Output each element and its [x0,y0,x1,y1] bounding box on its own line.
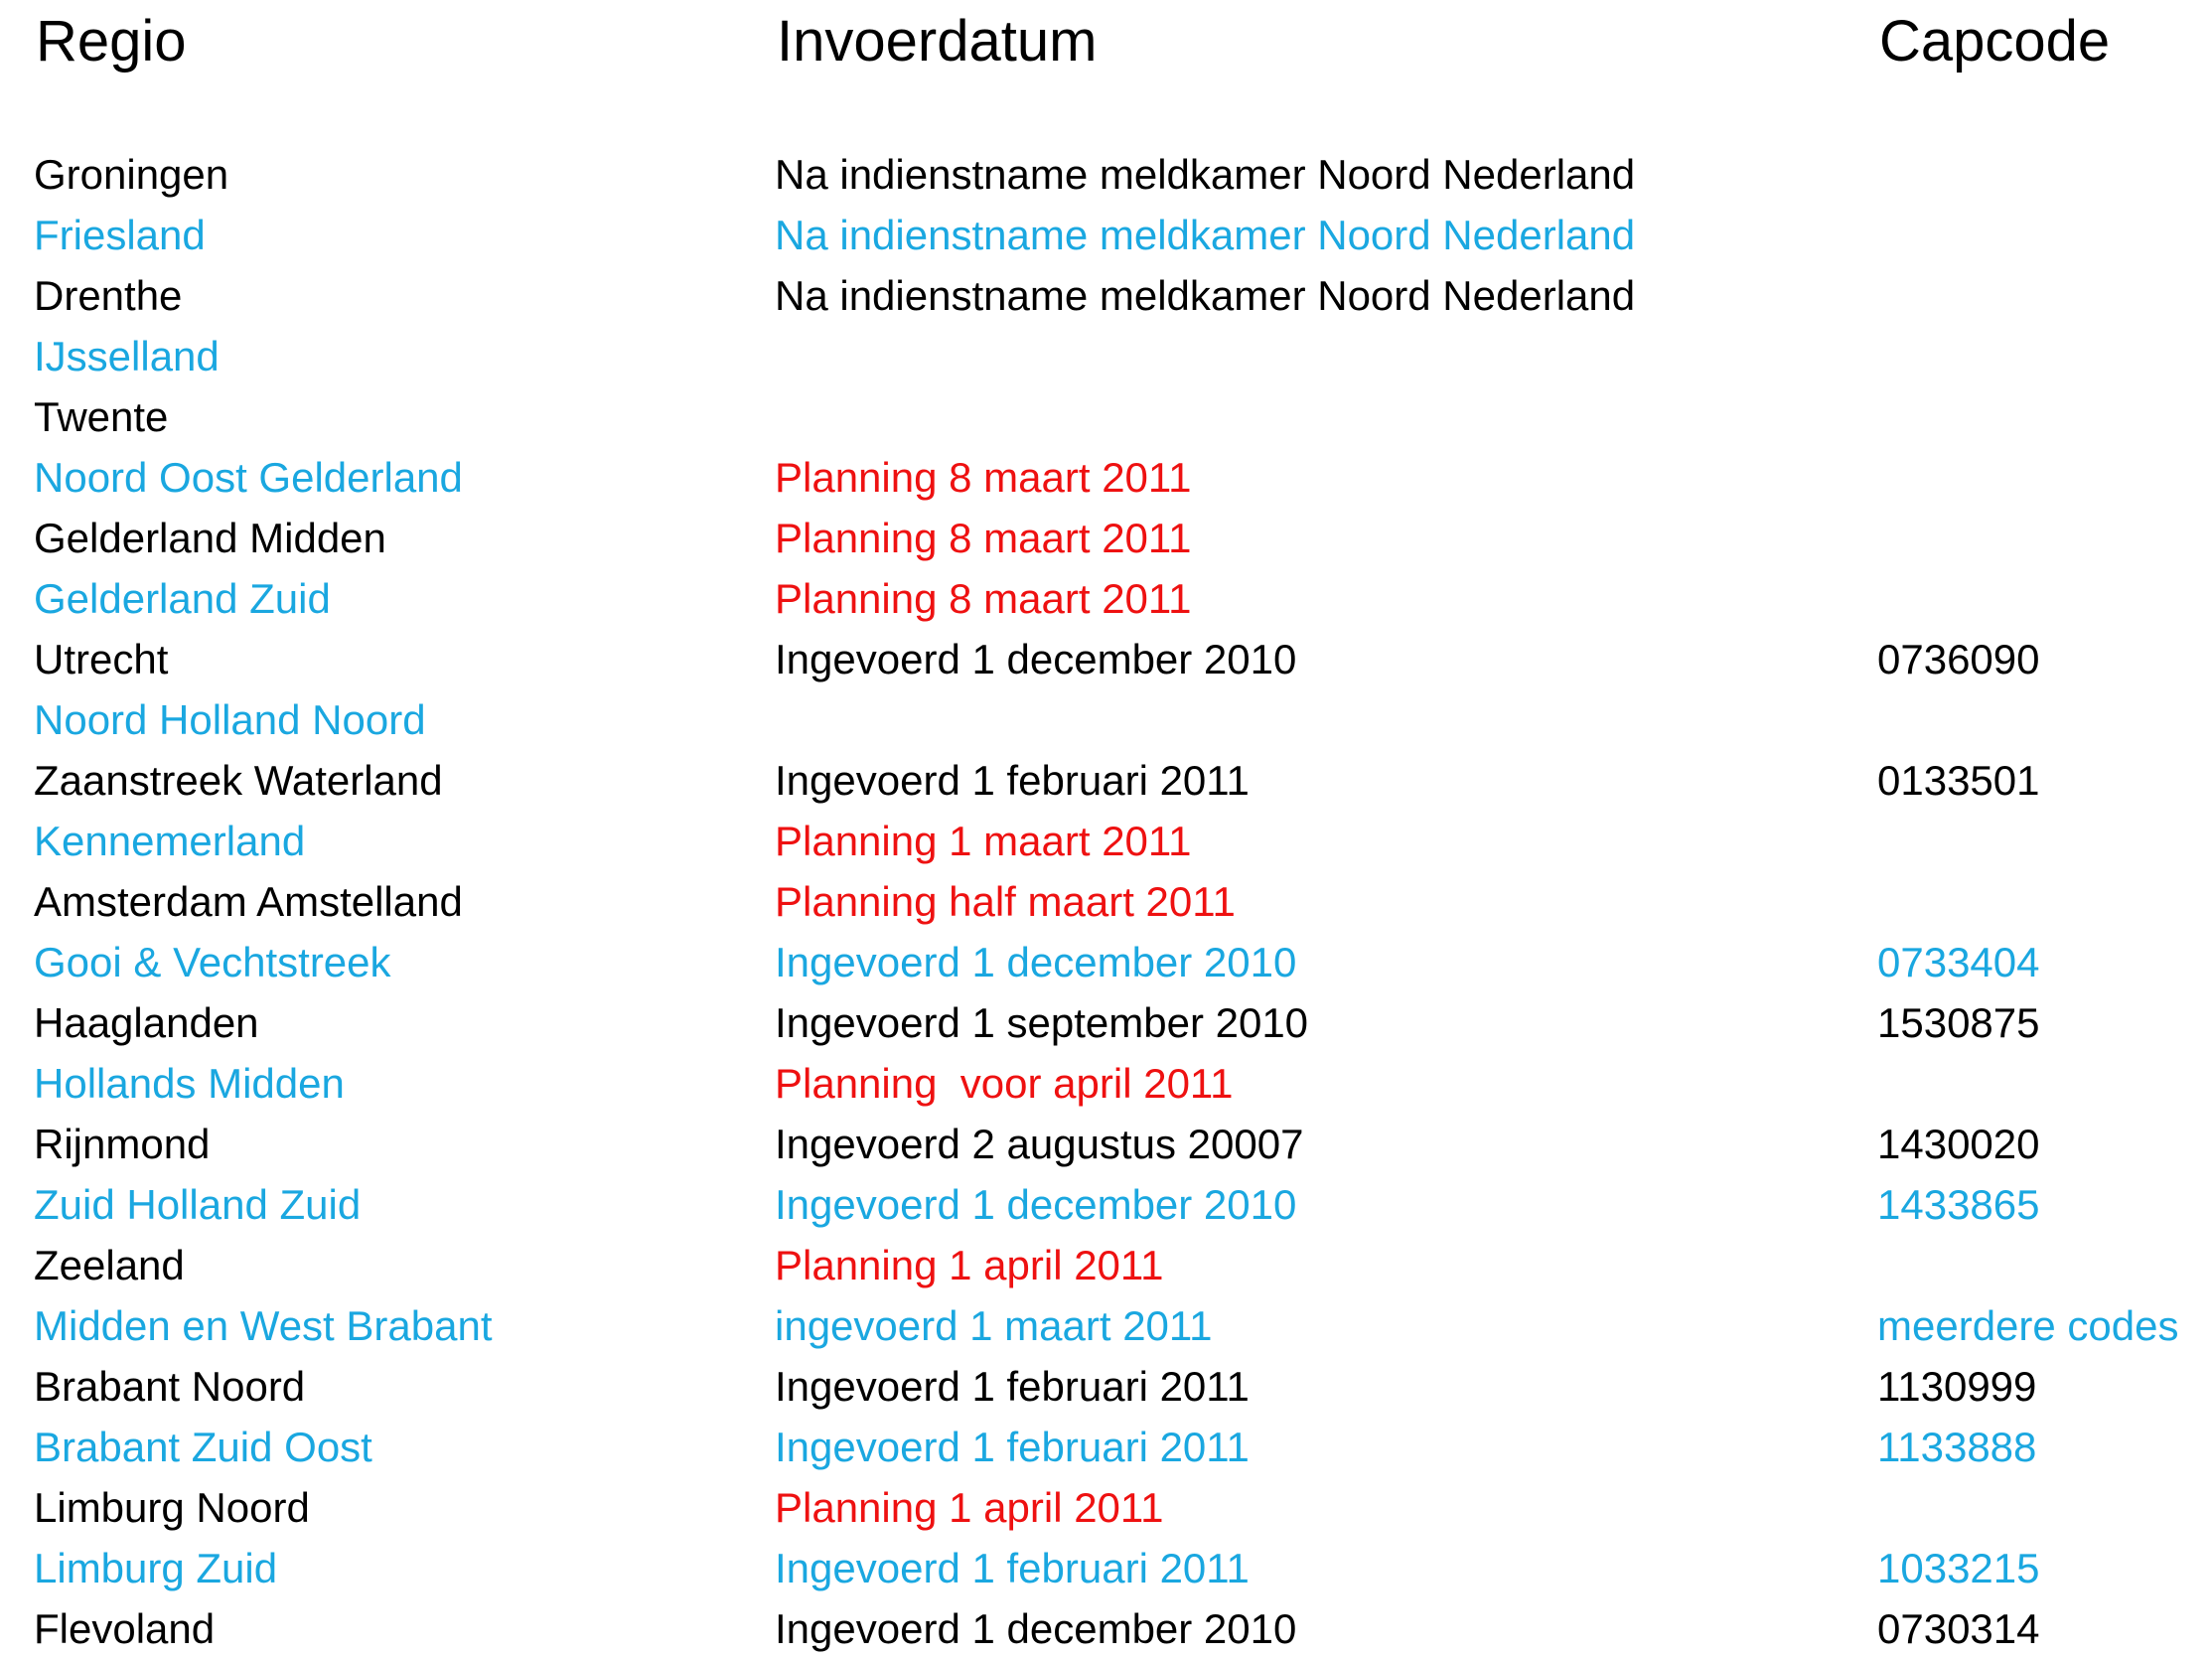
invoerdatum-cell: Planning 1 maart 2011 [775,818,1192,864]
regio-cell: Utrecht [34,636,169,682]
regio-cell: Zaanstreek Waterland [34,757,443,804]
table-row [0,689,2212,750]
table-row [0,871,2212,932]
invoerdatum-cell: Planning 8 maart 2011 [775,454,1192,501]
invoerdatum-cell: ingevoerd 1 maart 2011 [775,1302,1213,1349]
regio-cell: Midden en West Brabant [34,1302,493,1349]
table-header [0,2,2212,81]
regio-cell: Hollands Midden [34,1060,345,1107]
regio-cell: Gelderland Zuid [34,575,331,622]
invoerdatum-cell: Na indienstname meldkamer Noord Nederland [775,151,1636,198]
regio-cell: Noord Holland Noord [34,696,426,743]
table-row [0,447,2212,508]
table-row [0,1053,2212,1114]
invoerdatum-cell: Ingevoerd 1 december 2010 [775,939,1297,985]
regio-cell: Haaglanden [34,999,259,1046]
capcode-cell: 0133501 [1877,757,2040,804]
table-row [0,932,2212,992]
capcode-cell: 0730314 [1877,1605,2040,1652]
capcode-cell: 1133888 [1877,1424,2037,1470]
invoerdatum-cell: Ingevoerd 1 februari 2011 [775,1363,1250,1410]
regio-cell: Friesland [34,212,206,258]
regio-cell: Limburg Zuid [34,1545,278,1591]
table-row [0,1114,2212,1174]
regio-cell: Amsterdam Amstelland [34,878,463,925]
invoerdatum-cell: Planning voor april 2011 [775,1060,1234,1107]
table-row [0,1417,2212,1477]
capcode-cell: 0736090 [1877,636,2040,682]
regio-cell: Groningen [34,151,229,198]
invoerdatum-cell: Ingevoerd 1 december 2010 [775,1605,1297,1652]
table-row [0,568,2212,629]
regio-cell: Rijnmond [34,1121,211,1167]
table-row [0,1235,2212,1295]
regio-cell: Flevoland [34,1605,216,1652]
table-row [0,1477,2212,1538]
regio-cell: Kennemerland [34,818,306,864]
invoerdatum-cell: Na indienstname meldkamer Noord Nederland [775,212,1636,258]
table-row [0,1174,2212,1235]
invoerdatum-cell: Ingevoerd 1 december 2010 [775,636,1297,682]
regio-cell: Noord Oost Gelderland [34,454,463,501]
table-body [0,144,2212,1659]
table-row [0,1538,2212,1598]
invoerdatum-cell: Planning 1 april 2011 [775,1242,1164,1288]
regio-cell: Limburg Noord [34,1484,310,1531]
table-row [0,265,2212,326]
invoerdatum-cell: Planning half maart 2011 [775,878,1236,925]
table-row [0,992,2212,1053]
table-row [0,508,2212,568]
capcode-cell: 1433865 [1877,1181,2040,1228]
regio-cell: Zuid Holland Zuid [34,1181,362,1228]
regio-cell: Drenthe [34,272,183,319]
table-row [0,1598,2212,1659]
header-invoerdatum: Invoerdatum [777,9,1098,74]
table-row [0,750,2212,811]
capcode-cell: 1033215 [1877,1545,2040,1591]
invoerdatum-cell: Ingevoerd 1 september 2010 [775,999,1309,1046]
invoerdatum-cell: Ingevoerd 1 februari 2011 [775,757,1250,804]
table-row [0,205,2212,265]
invoerdatum-cell: Planning 8 maart 2011 [775,575,1192,622]
capcode-cell: 1430020 [1877,1121,2040,1167]
regio-cell: Gooi & Vechtstreek [34,939,391,985]
table-row [0,144,2212,205]
regio-cell: Brabant Zuid Oost [34,1424,372,1470]
invoerdatum-cell: Ingevoerd 1 februari 2011 [775,1424,1250,1470]
header-regio: Regio [36,9,187,74]
invoerdatum-cell: Ingevoerd 2 augustus 20007 [775,1121,1304,1167]
regio-cell: Twente [34,393,169,440]
invoerdatum-cell: Na indienstname meldkamer Noord Nederland [775,272,1636,319]
table-row [0,326,2212,386]
capcode-cell: 1130999 [1877,1363,2037,1410]
table-row [0,1356,2212,1417]
invoerdatum-cell: Planning 1 april 2011 [775,1484,1164,1531]
regio-cell: IJsselland [34,333,220,379]
invoerdatum-cell: Ingevoerd 1 februari 2011 [775,1545,1250,1591]
invoerdatum-cell: Planning 8 maart 2011 [775,515,1192,561]
regio-cell: Gelderland Midden [34,515,386,561]
capcode-cell: 1530875 [1877,999,2040,1046]
regio-cell: Brabant Noord [34,1363,306,1410]
capcode-cell: 0733404 [1877,939,2040,985]
capcode-cell: meerdere codes [1877,1302,2179,1349]
regio-cell: Zeeland [34,1242,185,1288]
table-row [0,386,2212,447]
table-row [0,629,2212,689]
invoerdatum-cell: Ingevoerd 1 december 2010 [775,1181,1297,1228]
table-row [0,1295,2212,1356]
header-capcode: Capcode [1879,9,2111,74]
table-row [0,811,2212,871]
